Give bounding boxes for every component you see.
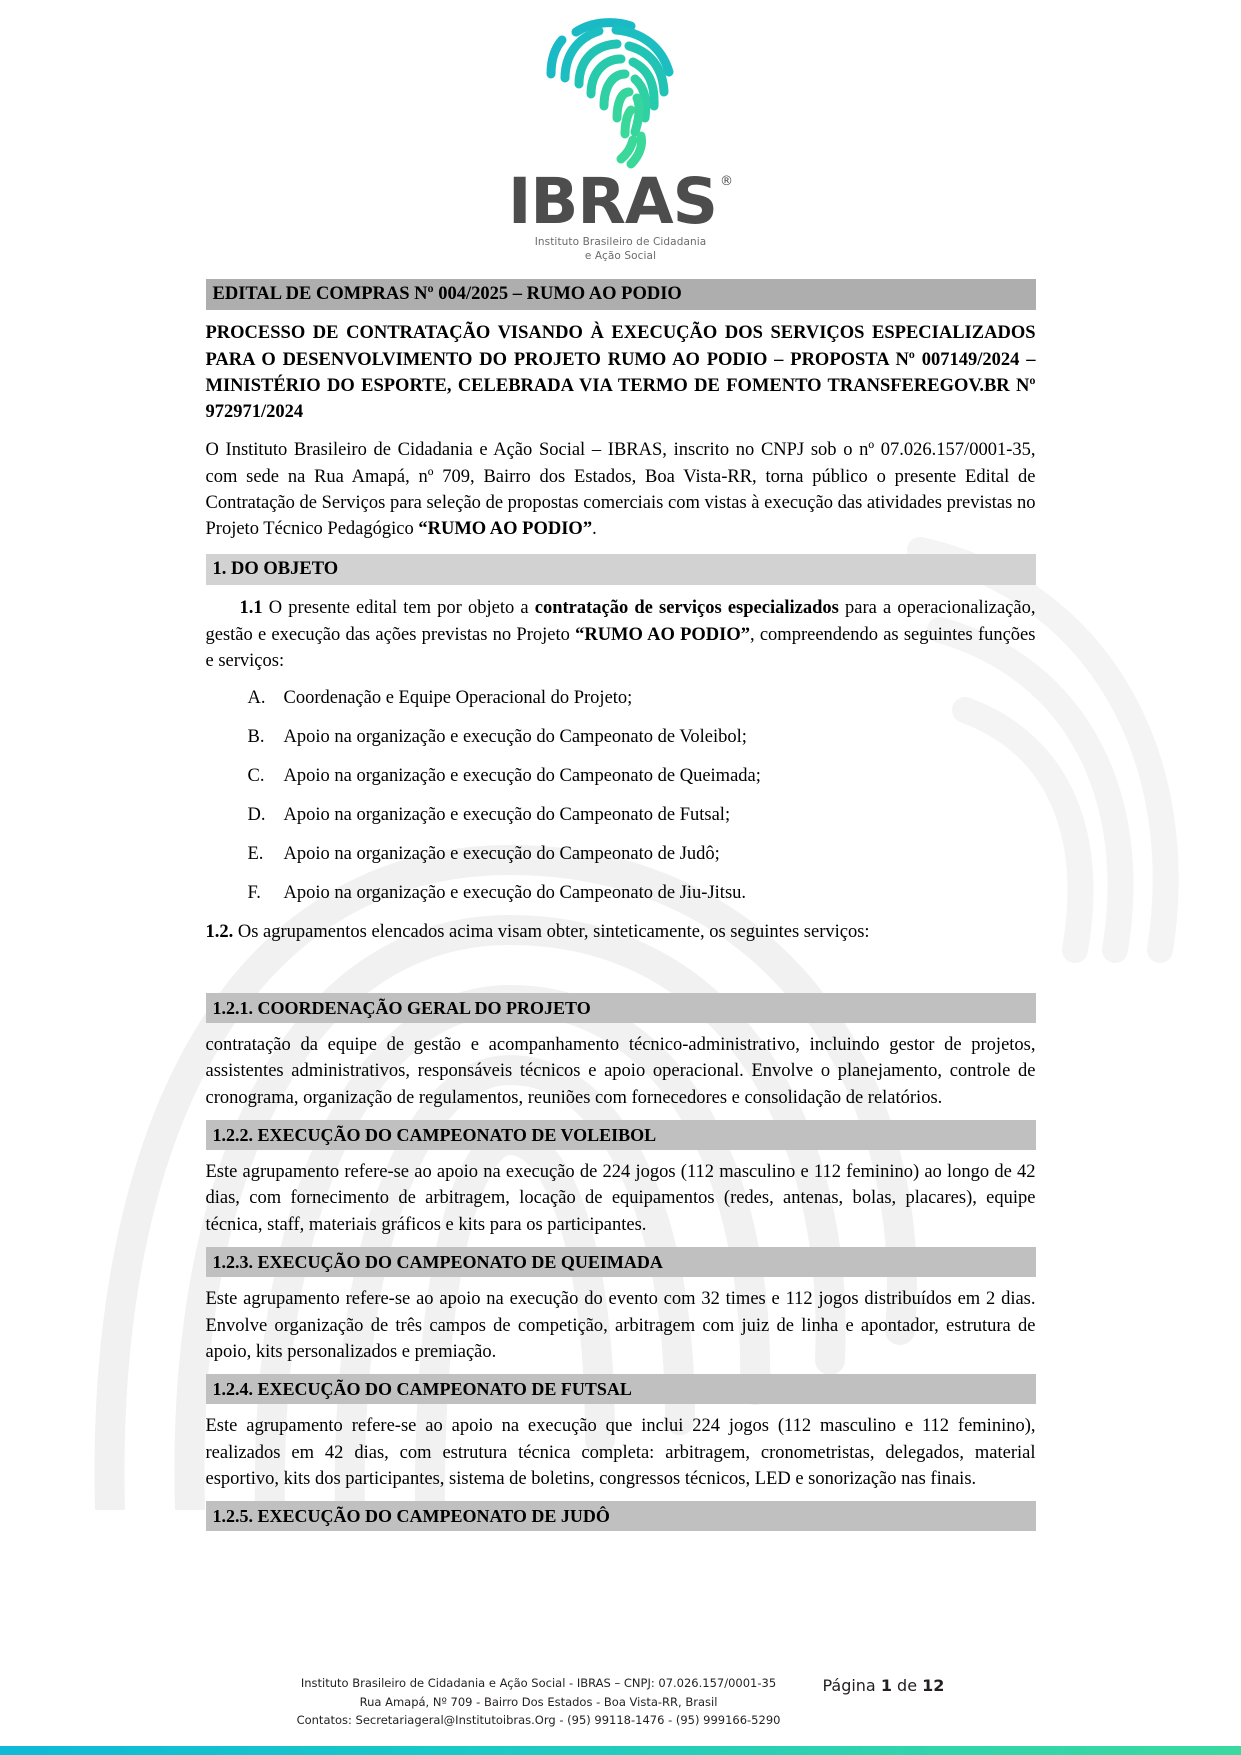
footer-line-2: Rua Amapá, Nº 709 - Bairro Dos Estados - Boa Vista-RR, Brasil [359, 1694, 718, 1709]
list-item-marker: B. [247, 727, 265, 748]
list-item [206, 725, 1036, 751]
list-item [206, 842, 1036, 868]
list-item-marker: C. [247, 765, 265, 786]
subsection-body-1-2-2: Este agrupamento refere-se ao apoio na execução de 224 jogos (112 masculino e 112 feminino) ao longo de 42 dias, com fornecimento de arbitragem, locação de equipamentos (redes, antenas, bolas, placares), equipe técnica, staff, materiais gráficos e kits para os participantes. [205, 1162, 1036, 1235]
intro-text-a: O Instituto Brasileiro de Cidadania e Ação Social – IBRAS, inscrito no CNPJ sob o nº 07.026.157/0001-35, com sede na Rua Amapá, nº 709, Bairro dos Estados, Boa Vista-RR, torna público o presente Edital de Contratação de Serviços para seleção de propostas comerciais com vistas à execução das atividades previstas no Projeto Técnico Pedagógico [205, 440, 1036, 540]
list-item [206, 881, 1036, 907]
page-number [822, 1674, 944, 1695]
subsection-heading-1-2-2: 1.2.2. EXECUÇÃO DO CAMPEONATO DE VOLEIBOL [206, 1120, 1036, 1150]
list-item-label: Apoio na organização e execução do Campeonato de Voleibol; [283, 727, 747, 748]
page-footer [0, 1674, 1241, 1755]
intro-text-b: . [592, 519, 597, 540]
footer-line-1: Instituto Brasileiro de Cidadania e Ação Social - IBRAS – CNPJ: 07.026.157/0001-35 [300, 1676, 777, 1691]
list-item [206, 764, 1036, 790]
section-heading-do-objeto: 1. DO OBJETO [206, 554, 1036, 585]
clause-1-1-bold-b: “RUMO AO PODIO” [575, 624, 750, 645]
edital-header-bar: EDITAL DE COMPRAS Nº 004/2025 – RUMO AO PODIO [206, 279, 1036, 310]
clause-1-2 [206, 919, 1036, 945]
logo-subtitle-line1: Instituto Brasileiro de Cidadania [534, 236, 707, 248]
page-number-of: de [891, 1676, 923, 1696]
list-item-marker: A. [247, 688, 266, 709]
subsection-body-1-2-3: Este agrupamento refere-se ao apoio na execução do evento com 32 times e 112 jogos distribuídos em 2 dias. Envolve organização de três campos de competição, arbitragem com juiz de linha e apontador, estrutura de apoio, kits personalizados e premiação. [205, 1289, 1036, 1362]
subsection-body-1-2-4: Este agrupamento refere-se ao apoio na execução que inclui 224 jogos (112 masculino e 112 feminino), realizados em 42 dias, com estrutura técnica completa: arbitragem, cronometristas, delegados, material esportivo, kits dos participantes, sistema de boletins, congressos técnicos, LED e sonorização nas finais. [205, 1416, 1036, 1489]
list-item-label: Apoio na organização e execução do Campeonato de Futsal; [283, 804, 731, 825]
subsection-heading-1-2-4: 1.2.4. EXECUÇÃO DO CAMPEONATO DE FUTSAL [206, 1374, 1036, 1404]
document-title: PROCESSO DE CONTRATAÇÃO VISANDO À EXECUÇÃO DOS SERVIÇOS ESPECIALIZADOS PARA O DESENVOLVIMENTO DO PROJETO RUMO AO PODIO – PROPOSTA Nº 007149/2024 – MINISTÉRIO DO ESPORTE, CELEBRADA VIA TERMO DE FOMENTO TRANSFEREGOV.BR Nº 972971/2024 [205, 323, 1036, 423]
ibras-logo [0, 0, 1241, 263]
services-list [206, 686, 1036, 906]
clause-1-1-text-c: , compreendendo as seguintes funções e serviços: [205, 624, 1036, 671]
spacer [206, 958, 1036, 984]
list-item-marker: F. [247, 882, 261, 903]
clause-1-1-text-b: para a operacionalização, gestão e execução das ações previstas no Projeto [205, 598, 1036, 645]
fingerprint-icon [521, 14, 721, 174]
list-item-marker: E. [247, 843, 264, 864]
document-content [206, 263, 1036, 1531]
registered-trademark-icon: ® [720, 174, 734, 189]
footer-line-3: Contatos: Secretariageral@Institutoibras.Org - (95) 99118-1476 - (95) 999166-5290 [296, 1713, 781, 1728]
list-item-marker: D. [247, 804, 266, 825]
subsection-heading-1-2-1: 1.2.1. COORDENAÇÃO GERAL DO PROJETO [206, 993, 1036, 1023]
intro-paragraph [206, 437, 1036, 542]
list-item-label: Apoio na organização e execução do Campeonato de Queimada; [283, 765, 761, 786]
clause-1-1 [206, 595, 1036, 674]
page-number-prefix: Página [822, 1676, 881, 1696]
clause-1-1-number: 1.1 [239, 598, 263, 619]
subsection-body-1-2-1: contratação da equipe de gestão e acompanhamento técnico-administrativo, incluindo gestor de projetos, assistentes administrativos, responsáveis técnicos e apoio operacional. Envolve o planejamento, controle de cronograma, organização de regulamentos, reuniões com fornecedores e consolidação de relatórios. [205, 1035, 1036, 1108]
list-item-label: Apoio na organização e execução do Campeonato de Judô; [283, 843, 720, 864]
footer-accent-rule [0, 1746, 1241, 1755]
list-item-label: Apoio na organização e execução do Campeonato de Jiu-Jitsu. [283, 882, 747, 903]
page-number-total: 12 [922, 1676, 945, 1696]
intro-project-name: “RUMO AO PODIO” [418, 519, 593, 540]
list-item [206, 686, 1036, 712]
clause-1-2-number: 1.2. [205, 922, 234, 943]
logo-wordmark: IBRAS [507, 165, 718, 238]
clause-1-1-text-a: O presente edital tem por objeto a [262, 598, 535, 619]
list-item-label: Coordenação e Equipe Operacional do Projeto; [283, 688, 633, 709]
list-item [206, 803, 1036, 829]
footer-organization-info [297, 1674, 781, 1730]
clause-1-2-text: Os agrupamentos elencados acima visam obter, sinteticamente, os seguintes serviços: [233, 922, 870, 943]
clause-1-1-bold-a: contratação de serviços especializados [534, 598, 839, 619]
page-number-current: 1 [880, 1676, 892, 1696]
subsection-heading-1-2-5: 1.2.5. EXECUÇÃO DO CAMPEONATO DE JUDÔ [206, 1501, 1036, 1531]
subsection-heading-1-2-3: 1.2.3. EXECUÇÃO DO CAMPEONATO DE QUEIMADA [206, 1247, 1036, 1277]
logo-subtitle [535, 236, 707, 263]
logo-subtitle-line2: e Ação Social [584, 249, 657, 262]
